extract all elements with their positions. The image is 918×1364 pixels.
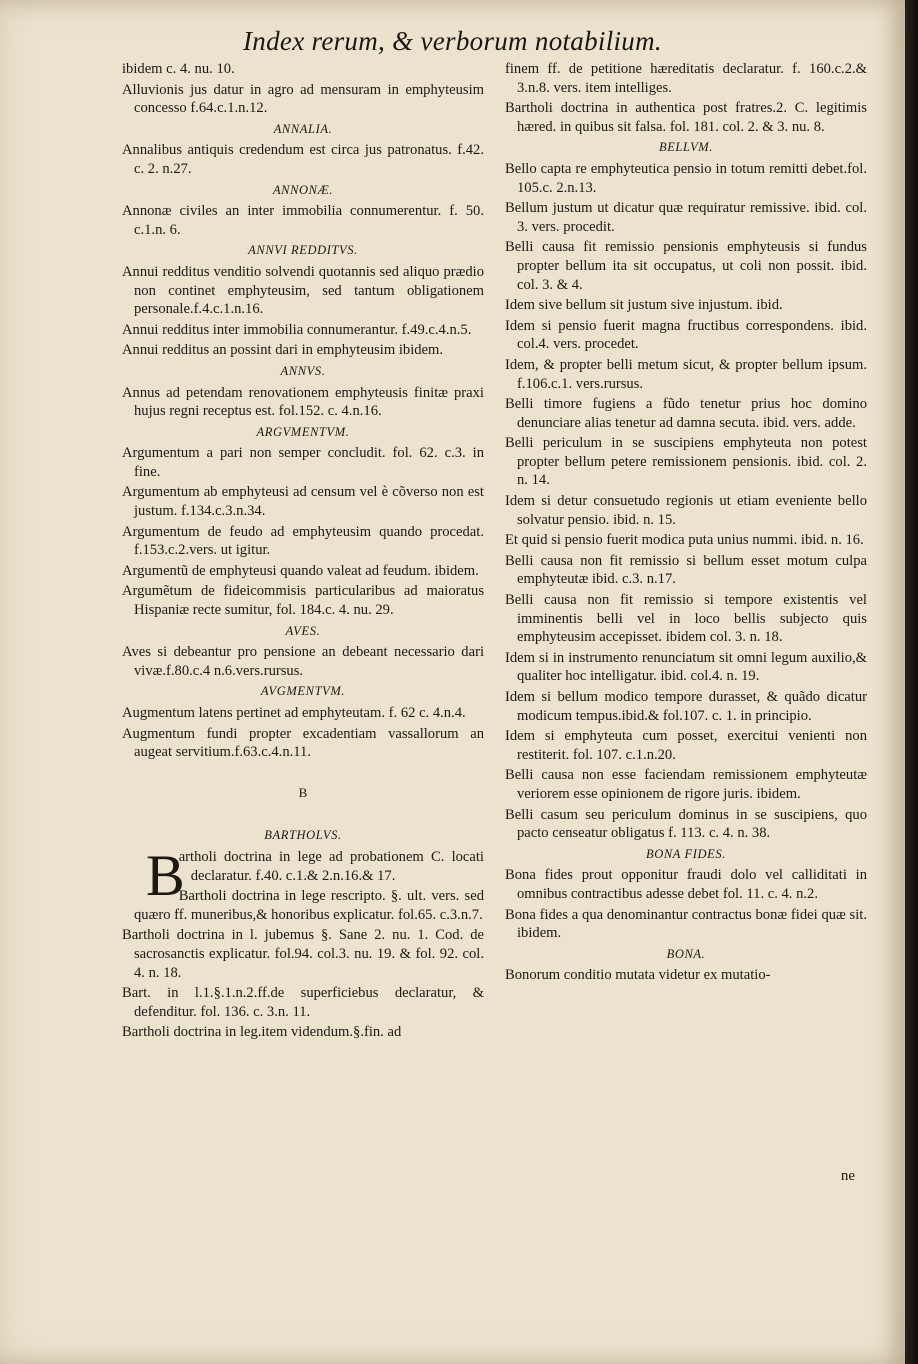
index-entry: Annui redditus an possint dari in emphyteusim ibidem.	[122, 342, 444, 359]
section-heading: BONA FIDES.	[646, 846, 726, 861]
index-entry: Bartholi doctrina in leg.item videndum.§.fin. ad	[122, 1024, 402, 1041]
right-column	[505, 60, 867, 987]
index-entry: Bona fides prout opponitur fraudi dolo vel calliditati in omnibus contractibus adesse debet fol. 11. c. 4. n.2.	[505, 867, 867, 902]
index-entry: Annonæ civiles an inter immobilia connumerentur. f. 50. c.1.n. 6.	[122, 203, 484, 238]
index-entry: Argumẽtum de fideicommisis particularibus ad maioratus Hispaniæ recte sumitur, fol. 184.c. 4. nu. 29.	[122, 583, 484, 619]
index-entry: finem ff. de petitione hæreditatis declaratur. f. 160.c.2.& 3.n.8. vers. item intelliges.	[505, 61, 867, 96]
section-heading: ANNONÆ.	[272, 182, 334, 197]
section-heading: BONA.	[666, 946, 706, 961]
catchword: ne	[840, 1168, 855, 1184]
index-entry: Idem si in instrumento renunciatum sit omni legum auxilio,& qualiter hoc intelligatur. ibid. col.4. n. 19.	[505, 649, 867, 685]
index-entry: Annalibus antiquis credendum est circa jus patronatus. f.42. c. 2. n.27.	[122, 142, 484, 177]
index-entry: Belli timore fugiens a fũdo tenetur prius hoc domino denunciare alias tenetur ad damna secuta. ibid. vers. adde.	[505, 396, 867, 431]
index-entry: Argumentum ab emphyteusi ad censum vel è cõverso non est justum. f.134.c.3.n.34.	[122, 484, 484, 520]
binding-edge	[905, 0, 918, 1364]
drop-cap: B	[146, 842, 185, 908]
index-entry: Idem si bellum modico tempore durasset, & quãdo dicatur modicum tempus.ibid.& fol.107. c. 1. in principio.	[505, 689, 867, 724]
section-heading: ANNALIA.	[273, 121, 333, 136]
index-entry: Bellum justum ut dicatur quæ requiratur remissive. ibid. col. 3. vers. procedit.	[505, 200, 867, 235]
index-entry: Belli causa fit remissio pensionis emphyteusis si fundus propter bellum ita sit occupatus, ut coli non possit. ibid. col. 3. & 4.	[505, 239, 867, 293]
index-entry: Bartholi doctrina in authentica post fratres.2. C. legitimis hæred. in quibus sit falsa. fol. 181. col. 2. & 3. nu. 8.	[505, 100, 867, 135]
section-heading: ANNVS.	[280, 363, 326, 378]
index-entry: Argumentum a pari non semper concludit. fol. 62. c.3. in fine.	[122, 445, 484, 480]
index-entry: Belli causa non fit remissio si bellum esset motum culpa emphyteutæ ibid. c.3. n.17.	[505, 552, 867, 588]
entry-text: artholi doctrina in lege ad probationem C. locati declaratur. f.40. c.1.& 2.n.16.& 17.	[178, 848, 484, 884]
index-entry: Bartholi doctrina in lege rescripto. §. ult. vers. sed quæro ff. muneribus,& honoribus explicatur. fol.65. c.3.n.7.	[134, 888, 484, 923]
index-entry: Bonorum conditio mutata videtur ex mutatio-	[505, 967, 771, 984]
letter-divider: B	[298, 784, 308, 800]
index-entry: Annui redditus inter immobilia connumerantur. f.49.c.4.n.5.	[122, 321, 472, 338]
index-entry: Annui redditus venditio solvendi quotannis sed aliquo prædio non continet emphyteusim, sed tantum obligationem personale.f.4.c.1.n.16.	[122, 263, 484, 318]
index-entry: Augmentum fundi propter excadentiam vassallorum an augeat servitium.f.63.c.4.n.11.	[122, 725, 484, 761]
page-title: Index rerum, & verborum notabilium.	[243, 26, 662, 56]
index-entry: Aves si debeantur pro pensione an debeant necessario dari vivæ.f.80.c.4 n.6.vers.rursus.	[122, 644, 484, 679]
index-entry: Bona fides a qua denominantur contractus bonæ fidei quæ sit. ibidem.	[505, 906, 867, 942]
section-heading: ARGVMENTVM.	[256, 424, 350, 439]
index-entry: Idem sive bellum sit justum sive injustum. ibid.	[505, 297, 783, 314]
index-entry: Belli casum seu periculum dominus in se suscipiens, quo pacto censeatur obligatus f. 113. c. 4. n. 38.	[505, 806, 867, 842]
index-entry: Bartholi doctrina in l. jubemus §. Sane 2. nu. 1. Cod. de sacrosanctis explicatur. fol.94. col.3. nu. 19. & fol. 92. col. 4. n. 18.	[122, 927, 484, 981]
section-heading: AVES.	[285, 623, 321, 638]
section-heading: ANNVI REDDITVS.	[248, 243, 358, 258]
index-entry: Bello capta re emphyteutica pensio in totum remitti debet.fol. 105.c. 2.n.13.	[505, 160, 867, 196]
index-entry: ibidem c. 4. nu. 10.	[122, 61, 235, 77]
section-heading: AVGMENTVM.	[260, 684, 346, 699]
section-heading: BARTHOLVS.	[264, 828, 342, 843]
index-entry: Idem si detur consuetudo regionis ut etiam eveniente bello solvatur pensio. ibid. n. 15.	[505, 493, 867, 528]
index-entry: Idem, & propter belli metum sicut, & propter bellum ipsum. f.106.c.1. vers.rursus.	[505, 356, 867, 392]
index-entry: Augmentum latens pertinet ad emphyteutam. f. 62 c. 4.n.4.	[122, 705, 466, 721]
index-entry: Belli causa non esse faciendam remissionem emphyteutæ veriorem esse opinionem de rigore juris. ibidem.	[505, 767, 867, 802]
index-entry: Idem si pensio fuerit magna fructibus correspondens. ibid. col.4. vers. procedet.	[505, 317, 867, 353]
index-entry: Idem si emphyteuta cum posset, exercitui venienti non restiterit. fol. 107. c.1.n.20.	[505, 728, 867, 763]
index-entry: Et quid si pensio fuerit modica puta unius nummi. ibid. n. 16.	[505, 532, 864, 549]
index-entry: Argumentũ de emphyteusi quando valeat ad feudum. ibidem.	[122, 562, 479, 579]
index-entry: Belli causa non fit remissio si tempore existentis vel imminentis belli vel in loco bellis subjecto quis emphyteusim accepisset. ibidem col. 3. n. 18.	[505, 592, 867, 646]
index-entry: Annus ad petendam renovationem emphyteusis finitæ praxi hujus regni receptus est. fol.152. c. 4.n.16.	[122, 384, 484, 420]
index-entry: Belli periculum in se suscipiens emphyteuta non potest propter bellum petere remissionem pensionis. ibid. col. 2. n. 14.	[505, 435, 867, 489]
index-entry: Argumentum de feudo ad emphyteusim quando procedat. f.153.c.2.vers. ut igitur.	[122, 523, 484, 559]
index-entry: Bart. in l.1.§.1.n.2.ff.de superficiebus declaratur, & defenditur. fol. 136. c. 3.n. 11.	[122, 985, 484, 1020]
left-column	[122, 60, 484, 1044]
index-entry: Alluvionis jus datur in agro ad mensuram in emphyteusim concesso f.64.c.1.n.12.	[122, 81, 484, 117]
section-heading: BELLVM.	[658, 140, 714, 155]
